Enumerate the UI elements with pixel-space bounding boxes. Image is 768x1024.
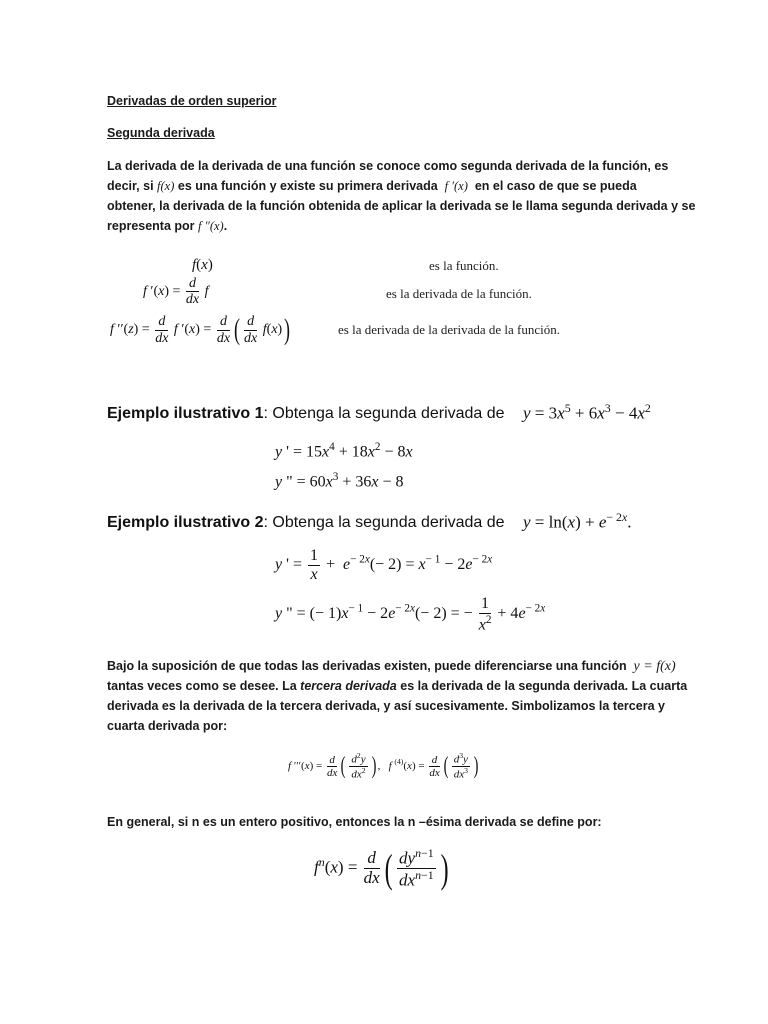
example-1-second-derivative: y " = $60x^3 + 36x - 8$ bbox=[275, 471, 404, 491]
intro-line-4 bbox=[107, 216, 227, 236]
example-1-text: : Obtenga la segunda derivada de bbox=[263, 405, 505, 422]
intro-math-fpx: f ′(x) bbox=[444, 179, 468, 193]
section-subtitle: Segunda derivada bbox=[107, 126, 215, 140]
def-fsecond: f ′′(z) = $\frac{d}{dx}$ f ′(x) = $\frac{d}{dx}$ ( $\frac{d}{dx}$ f(x)) bbox=[110, 313, 291, 346]
para2-line-4: cuarta derivada por: bbox=[107, 719, 228, 733]
example-1-first-derivative: y ' = $15x^4 + 18x^2 - 8x$ bbox=[275, 441, 413, 461]
para2-text: Bajo la suposición de que todas las derivadas existen, puede diferenciarse una función bbox=[107, 659, 627, 673]
para2-text: tantas veces como se desee. La bbox=[107, 679, 297, 693]
para2-text: es la derivada de la segunda derivada. La cuarta bbox=[400, 679, 688, 693]
def-note-3: es la derivada de la derivada de la función. bbox=[338, 322, 560, 337]
example-1-label: Ejemplo ilustrativo 1 bbox=[107, 405, 264, 422]
intro-text: es una función y existe su primera derivada bbox=[177, 179, 438, 193]
para2-line-3: derivada es la derivada de la tercera derivada, y así sucesivamente. Simbolizamos la tercera y bbox=[107, 699, 665, 713]
para2-line-1 bbox=[107, 656, 676, 677]
example-1-heading bbox=[107, 405, 505, 423]
para3: En general, si n es un entero positivo, entonces la n –ésima derivada se define por: bbox=[107, 815, 602, 829]
intro-math-fx: f(x) bbox=[157, 179, 175, 193]
intro-text: en el caso de que se pueda bbox=[474, 179, 637, 193]
intro-text: decir, si bbox=[107, 179, 154, 193]
third-fourth-derivative-formula: f ′′′(x) = $\frac{d}{dx}$ ( $\frac{d^2y}{dx^2}$ ) , f $^{(4)}$(x) = $\frac{d}{dx}$ ( $\frac{d^3y}{dx^3}$ ) bbox=[288, 751, 479, 781]
example-2-first-derivative: y ' = $\frac{1}{x}$ + $e^{- 2x}(- 2) = x^{- 1} - 2e^{- 2x}$ bbox=[275, 547, 493, 583]
def-note-1: es la función. bbox=[429, 258, 499, 273]
intro-line-2 bbox=[107, 176, 637, 196]
intro-line-3: obtener, la derivada de la función obtenida de aplicar la derivada se le llama segunda derivada y se bbox=[107, 199, 696, 213]
nth-derivative-formula: $f^n(x)$ = $\frac{d}{dx}$ ( $\frac{dy^{n-1}}{dx^{n-1}}$ ) bbox=[314, 845, 449, 891]
para2-italic-term: tercera derivada bbox=[300, 679, 397, 693]
para2-math-yfx: y = f(x) bbox=[633, 659, 676, 674]
example-2-function: $y = \ln(x) + e^{- 2x}$. bbox=[523, 510, 632, 532]
para2-line-2 bbox=[107, 676, 687, 696]
def-fx: f(x) bbox=[192, 257, 213, 273]
def-note-2: es la derivada de la función. bbox=[386, 286, 532, 301]
intro-line-1: La derivada de la derivada de una función se conoce como segunda derivada de la función, es bbox=[107, 159, 669, 173]
example-2-text: : Obtenga la segunda derivada de bbox=[263, 514, 505, 531]
intro-text: representa por bbox=[107, 219, 195, 233]
example-2-heading bbox=[107, 514, 505, 532]
example-2-second-derivative: y " = (− $1)x^{- 1} - 2e^{- 2x}(- 2)$ = − $\frac{1}{x^2}$ + $4e^{- 2x}$ bbox=[275, 595, 546, 633]
intro-math-fpp: f ″(x) bbox=[198, 219, 224, 233]
def-fprime: f ′(x) = $\frac{d}{dx}$ f bbox=[143, 276, 209, 308]
example-1-function: $y = 3x^5 + 6x^3 - 4x^2$ bbox=[523, 401, 651, 423]
example-2-label: Ejemplo ilustrativo 2 bbox=[107, 514, 264, 531]
page-title: Derivadas de orden superior bbox=[107, 94, 277, 108]
intro-text: . bbox=[223, 219, 228, 233]
